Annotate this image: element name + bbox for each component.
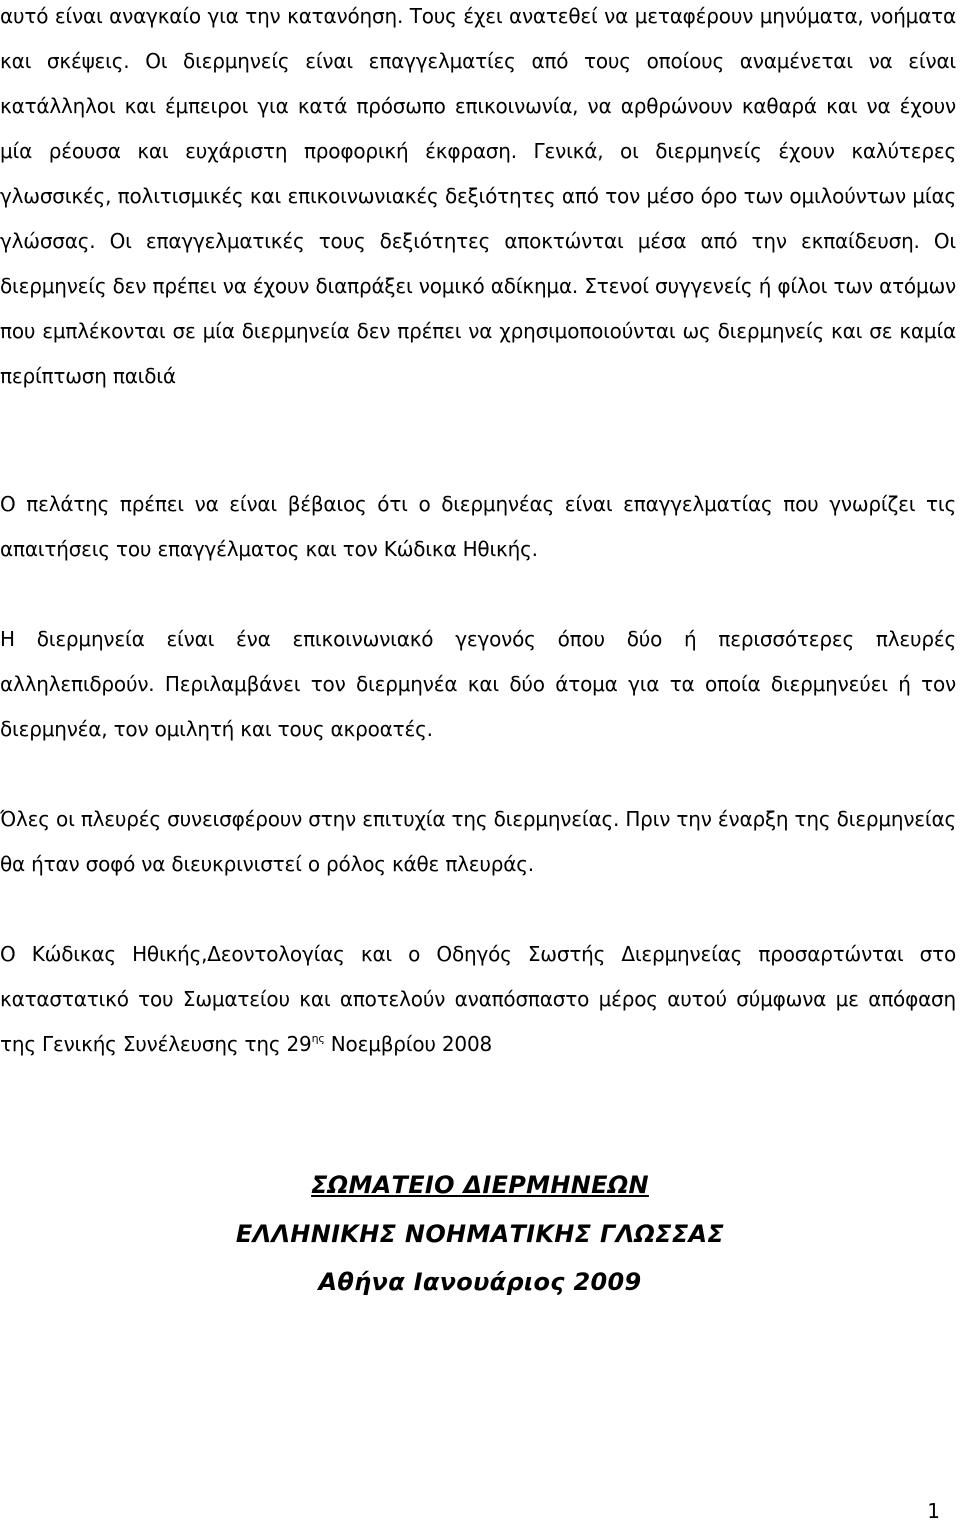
paragraph-communicative-event: Η διερμηνεία είναι ένα επικοινωνιακό γεγονός όπου δύο ή περισσότερες πλευρές αλληλεπιδρούν. Περιλαμβάνει τον διερμηνέα και δύο άτομα για τα οποία διερμηνεύει ή τον διερμηνέα, τον ομιλητή και τους ακροατές. bbox=[0, 627, 956, 741]
page-number: 1 bbox=[927, 1499, 940, 1523]
signature-association-name: ΣΩΜΑΤΕΙΟ ΔΙΕΡΜΗΝΕΩΝ bbox=[311, 1171, 649, 1199]
paragraph-client-assurance: Ο πελάτης πρέπει να είναι βέβαιος ότι ο διερμηνέας είναι επαγγελματίας που γνωρίζει τις απαιτήσεις του επαγγέλματος και τον Κώδικα Ηθικής. bbox=[0, 492, 956, 561]
paragraph-roles-clarification: Όλες οι πλευρές συνεισφέρουν στην επιτυχία της διερμηνείας. Πριν την έναρξη της διερμηνείας θα ήταν σοφό να διευκρινιστεί ο ρόλος κάθε πλευράς. bbox=[0, 807, 956, 876]
paragraph-interpreter-requirements: αυτό είναι αναγκαίο για την κατανόηση. Τους έχει ανατεθεί να μεταφέρουν μηνύματα, νοήματα και σκέψεις. Οι διερμηνείς είναι επαγγελματίες από τους οποίους αναμένεται να είναι κατάλληλοι και έμπειροι για κατά πρόσωπο επικοινωνία, να αρθρώνουν καθαρά και να έχουν μία ρέουσα και ευχάριστη προφορική έκφραση. Γενικά, οι διερμηνείς έχουν καλύτερες γλωσσικές, πολιτισμικές και επικοινωνιακές δεξιότητες από τον μέσο όρο των ομιλούντων μίας γλώσσας. Οι επαγγελματικές τους δεξιότητες αποκτώνται μέσα από την εκπαίδευση. Οι διερμηνείς δεν πρέπει να έχουν διαπράξει νομικό αδίκημα. Στενοί συγγενείς ή φίλοι των ατόμων που εμπλέκονται σε μία διερμηνεία δεν πρέπει να χρησιμοποιούνται ως διερμηνείς και σε καμία περίπτωση παιδιά bbox=[0, 4, 956, 388]
signature-place-date: Αθήνα Ιανουάριος 2009 bbox=[318, 1268, 642, 1296]
signature-language-name: ΕΛΛΗΝΙΚΗΣ ΝΟΗΜΑΤΙΚΗΣ ΓΛΩΣΣΑΣ bbox=[235, 1220, 725, 1248]
closing-text-part1: Ο Κώδικας Ηθικής, bbox=[0, 942, 208, 966]
closing-text-part3: Διερμηνείας προσαρτώνται στο καταστατικό του Σωματείου και αποτελούν αναπόσπαστο μέρος αυτού σύμφωνα με απόφαση της Γενικής Συνέλευσης της 29 bbox=[0, 942, 956, 1056]
closing-text-part2: Δεοντολογίας και ο Οδηγός Σωστής bbox=[207, 942, 622, 966]
closing-text-part4: Νοεμβρίου 2008 bbox=[324, 1032, 493, 1056]
date-ordinal-superscript: ης bbox=[311, 1032, 325, 1045]
paragraph-code-of-ethics-annex bbox=[0, 932, 956, 1067]
